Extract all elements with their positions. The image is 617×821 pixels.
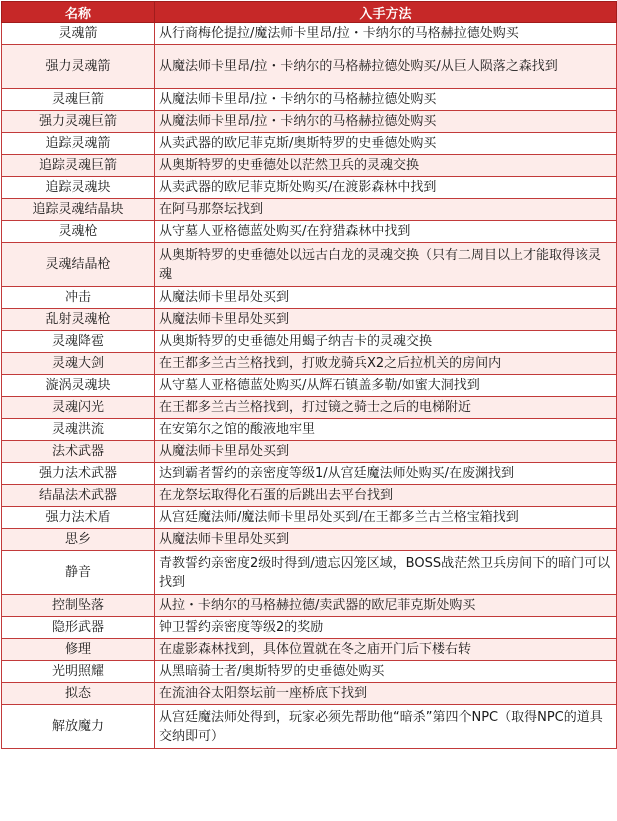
acquisition-method-cell: 在王都多兰古兰格找到，打败龙骑兵X2之后拉机关的房间内	[155, 353, 617, 375]
table-row	[2, 23, 617, 45]
table-row	[2, 639, 617, 661]
acquisition-method-cell: 在王都多兰古兰格找到，打过镜之骑士之后的电梯附近	[155, 397, 617, 419]
acquisition-method-cell: 从魔法师卡里昂处买到	[155, 441, 617, 463]
spell-name-cell: 光明照耀	[2, 661, 155, 683]
spell-acquisition-table	[1, 1, 617, 749]
spell-name-cell: 灵魂闪光	[2, 397, 155, 419]
acquisition-method-cell: 从魔法师卡里昂处买到	[155, 529, 617, 551]
spell-name-cell: 灵魂枪	[2, 221, 155, 243]
table-row	[2, 507, 617, 529]
table-row	[2, 331, 617, 353]
table-row	[2, 551, 617, 595]
spell-name-cell: 强力灵魂巨箭	[2, 111, 155, 133]
spell-name-cell: 强力灵魂箭	[2, 45, 155, 89]
header-method: 入手方法	[155, 2, 617, 23]
spell-name-cell: 冲击	[2, 287, 155, 309]
spell-name-cell: 追踪灵魂结晶块	[2, 199, 155, 221]
table-row	[2, 221, 617, 243]
acquisition-method-cell: 从卖武器的欧尼菲克斯/奥斯特罗的史垂德处购买	[155, 133, 617, 155]
spell-name-cell: 追踪灵魂块	[2, 177, 155, 199]
table-row	[2, 243, 617, 287]
spell-name-cell: 灵魂结晶枪	[2, 243, 155, 287]
acquisition-method-cell: 从宫廷魔法师处得到，玩家必须先帮助他“暗杀”第四个NPC（取得NPC的道具交纳即可）	[155, 705, 617, 749]
acquisition-method-cell: 从拉・卡纳尔的马格赫拉德/卖武器的欧尼菲克斯处购买	[155, 595, 617, 617]
spell-name-cell: 静音	[2, 551, 155, 595]
acquisition-method-cell: 从奥斯特罗的史垂德处以远古白龙的灵魂交换（只有二周目以上才能取得该灵魂	[155, 243, 617, 287]
acquisition-method-cell: 从魔法师卡里昂处买到	[155, 287, 617, 309]
acquisition-method-cell: 从守墓人亚格德蓝处购买/从辉石镇盖多勒/如蜜大洞找到	[155, 375, 617, 397]
table-row	[2, 155, 617, 177]
table-row	[2, 177, 617, 199]
table-body	[2, 23, 617, 749]
table-row	[2, 353, 617, 375]
acquisition-method-cell: 从魔法师卡里昂/拉・卡纳尔的马格赫拉德处购买	[155, 89, 617, 111]
table-row	[2, 45, 617, 89]
table-row	[2, 441, 617, 463]
table-row	[2, 309, 617, 331]
table-row	[2, 89, 617, 111]
spell-name-cell: 结晶法术武器	[2, 485, 155, 507]
spell-name-cell: 灵魂洪流	[2, 419, 155, 441]
table-row	[2, 111, 617, 133]
acquisition-method-cell: 在安第尔之馆的酸液地牢里	[155, 419, 617, 441]
acquisition-method-cell: 从奥斯特罗的史垂德处用蝎子纳吉卡的灵魂交换	[155, 331, 617, 353]
acquisition-method-cell: 在虚影森林找到，具体位置就在冬之庙开门后下楼右转	[155, 639, 617, 661]
spell-name-cell: 法术武器	[2, 441, 155, 463]
table-row	[2, 595, 617, 617]
spell-name-cell: 灵魂巨箭	[2, 89, 155, 111]
spell-name-cell: 隐形武器	[2, 617, 155, 639]
acquisition-method-cell: 从魔法师卡里昂/拉・卡纳尔的马格赫拉德处购买	[155, 111, 617, 133]
acquisition-method-cell: 从卖武器的欧尼菲克斯处购买/在渡影森林中找到	[155, 177, 617, 199]
table-row	[2, 617, 617, 639]
spell-name-cell: 强力法术武器	[2, 463, 155, 485]
acquisition-method-cell: 从行商梅伦提拉/魔法师卡里昂/拉・卡纳尔的马格赫拉德处购买	[155, 23, 617, 45]
table-row	[2, 375, 617, 397]
spell-name-cell: 思乡	[2, 529, 155, 551]
table-header-row	[2, 2, 617, 23]
table-row	[2, 463, 617, 485]
acquisition-method-cell: 从宫廷魔法师/魔法师卡里昂处买到/在王都多兰古兰格宝箱找到	[155, 507, 617, 529]
spell-name-cell: 修理	[2, 639, 155, 661]
spell-name-cell: 乱射灵魂枪	[2, 309, 155, 331]
spell-name-cell: 强力法术盾	[2, 507, 155, 529]
table-row	[2, 683, 617, 705]
table-row	[2, 661, 617, 683]
acquisition-method-cell: 从奥斯特罗的史垂德处以茫然卫兵的灵魂交换	[155, 155, 617, 177]
spell-name-cell: 拟态	[2, 683, 155, 705]
acquisition-method-cell: 钟卫誓约亲密度等级2的奖励	[155, 617, 617, 639]
acquisition-method-cell: 在阿马那祭坛找到	[155, 199, 617, 221]
spell-name-cell: 灵魂箭	[2, 23, 155, 45]
table-row	[2, 419, 617, 441]
acquisition-method-cell: 青教誓约亲密度2级时得到/遗忘囚笼区域，BOSS战茫然卫兵房间下的暗门可以找到	[155, 551, 617, 595]
header-name: 名称	[2, 2, 155, 23]
table-row	[2, 705, 617, 749]
acquisition-method-cell: 从魔法师卡里昂处买到	[155, 309, 617, 331]
acquisition-method-cell: 达到霸者誓约的亲密度等级1/从宫廷魔法师处购买/在废渊找到	[155, 463, 617, 485]
table-row	[2, 133, 617, 155]
spell-name-cell: 漩涡灵魂块	[2, 375, 155, 397]
table-row	[2, 287, 617, 309]
table-row	[2, 199, 617, 221]
acquisition-method-cell: 在流油谷太阳祭坛前一座桥底下找到	[155, 683, 617, 705]
acquisition-method-cell: 从守墓人亚格德蓝处购买/在狩猎森林中找到	[155, 221, 617, 243]
acquisition-method-cell: 从黑暗骑士者/奥斯特罗的史垂德处购买	[155, 661, 617, 683]
spell-name-cell: 追踪灵魂箭	[2, 133, 155, 155]
acquisition-method-cell: 从魔法师卡里昂/拉・卡纳尔的马格赫拉德处购买/从巨人陨落之森找到	[155, 45, 617, 89]
table-row	[2, 397, 617, 419]
table-row	[2, 529, 617, 551]
spell-name-cell: 解放魔力	[2, 705, 155, 749]
spell-name-cell: 灵魂降雹	[2, 331, 155, 353]
table-row	[2, 485, 617, 507]
spell-name-cell: 灵魂大剑	[2, 353, 155, 375]
acquisition-method-cell: 在龙祭坛取得化石蛋的后跳出去平台找到	[155, 485, 617, 507]
spell-name-cell: 追踪灵魂巨箭	[2, 155, 155, 177]
spell-name-cell: 控制坠落	[2, 595, 155, 617]
